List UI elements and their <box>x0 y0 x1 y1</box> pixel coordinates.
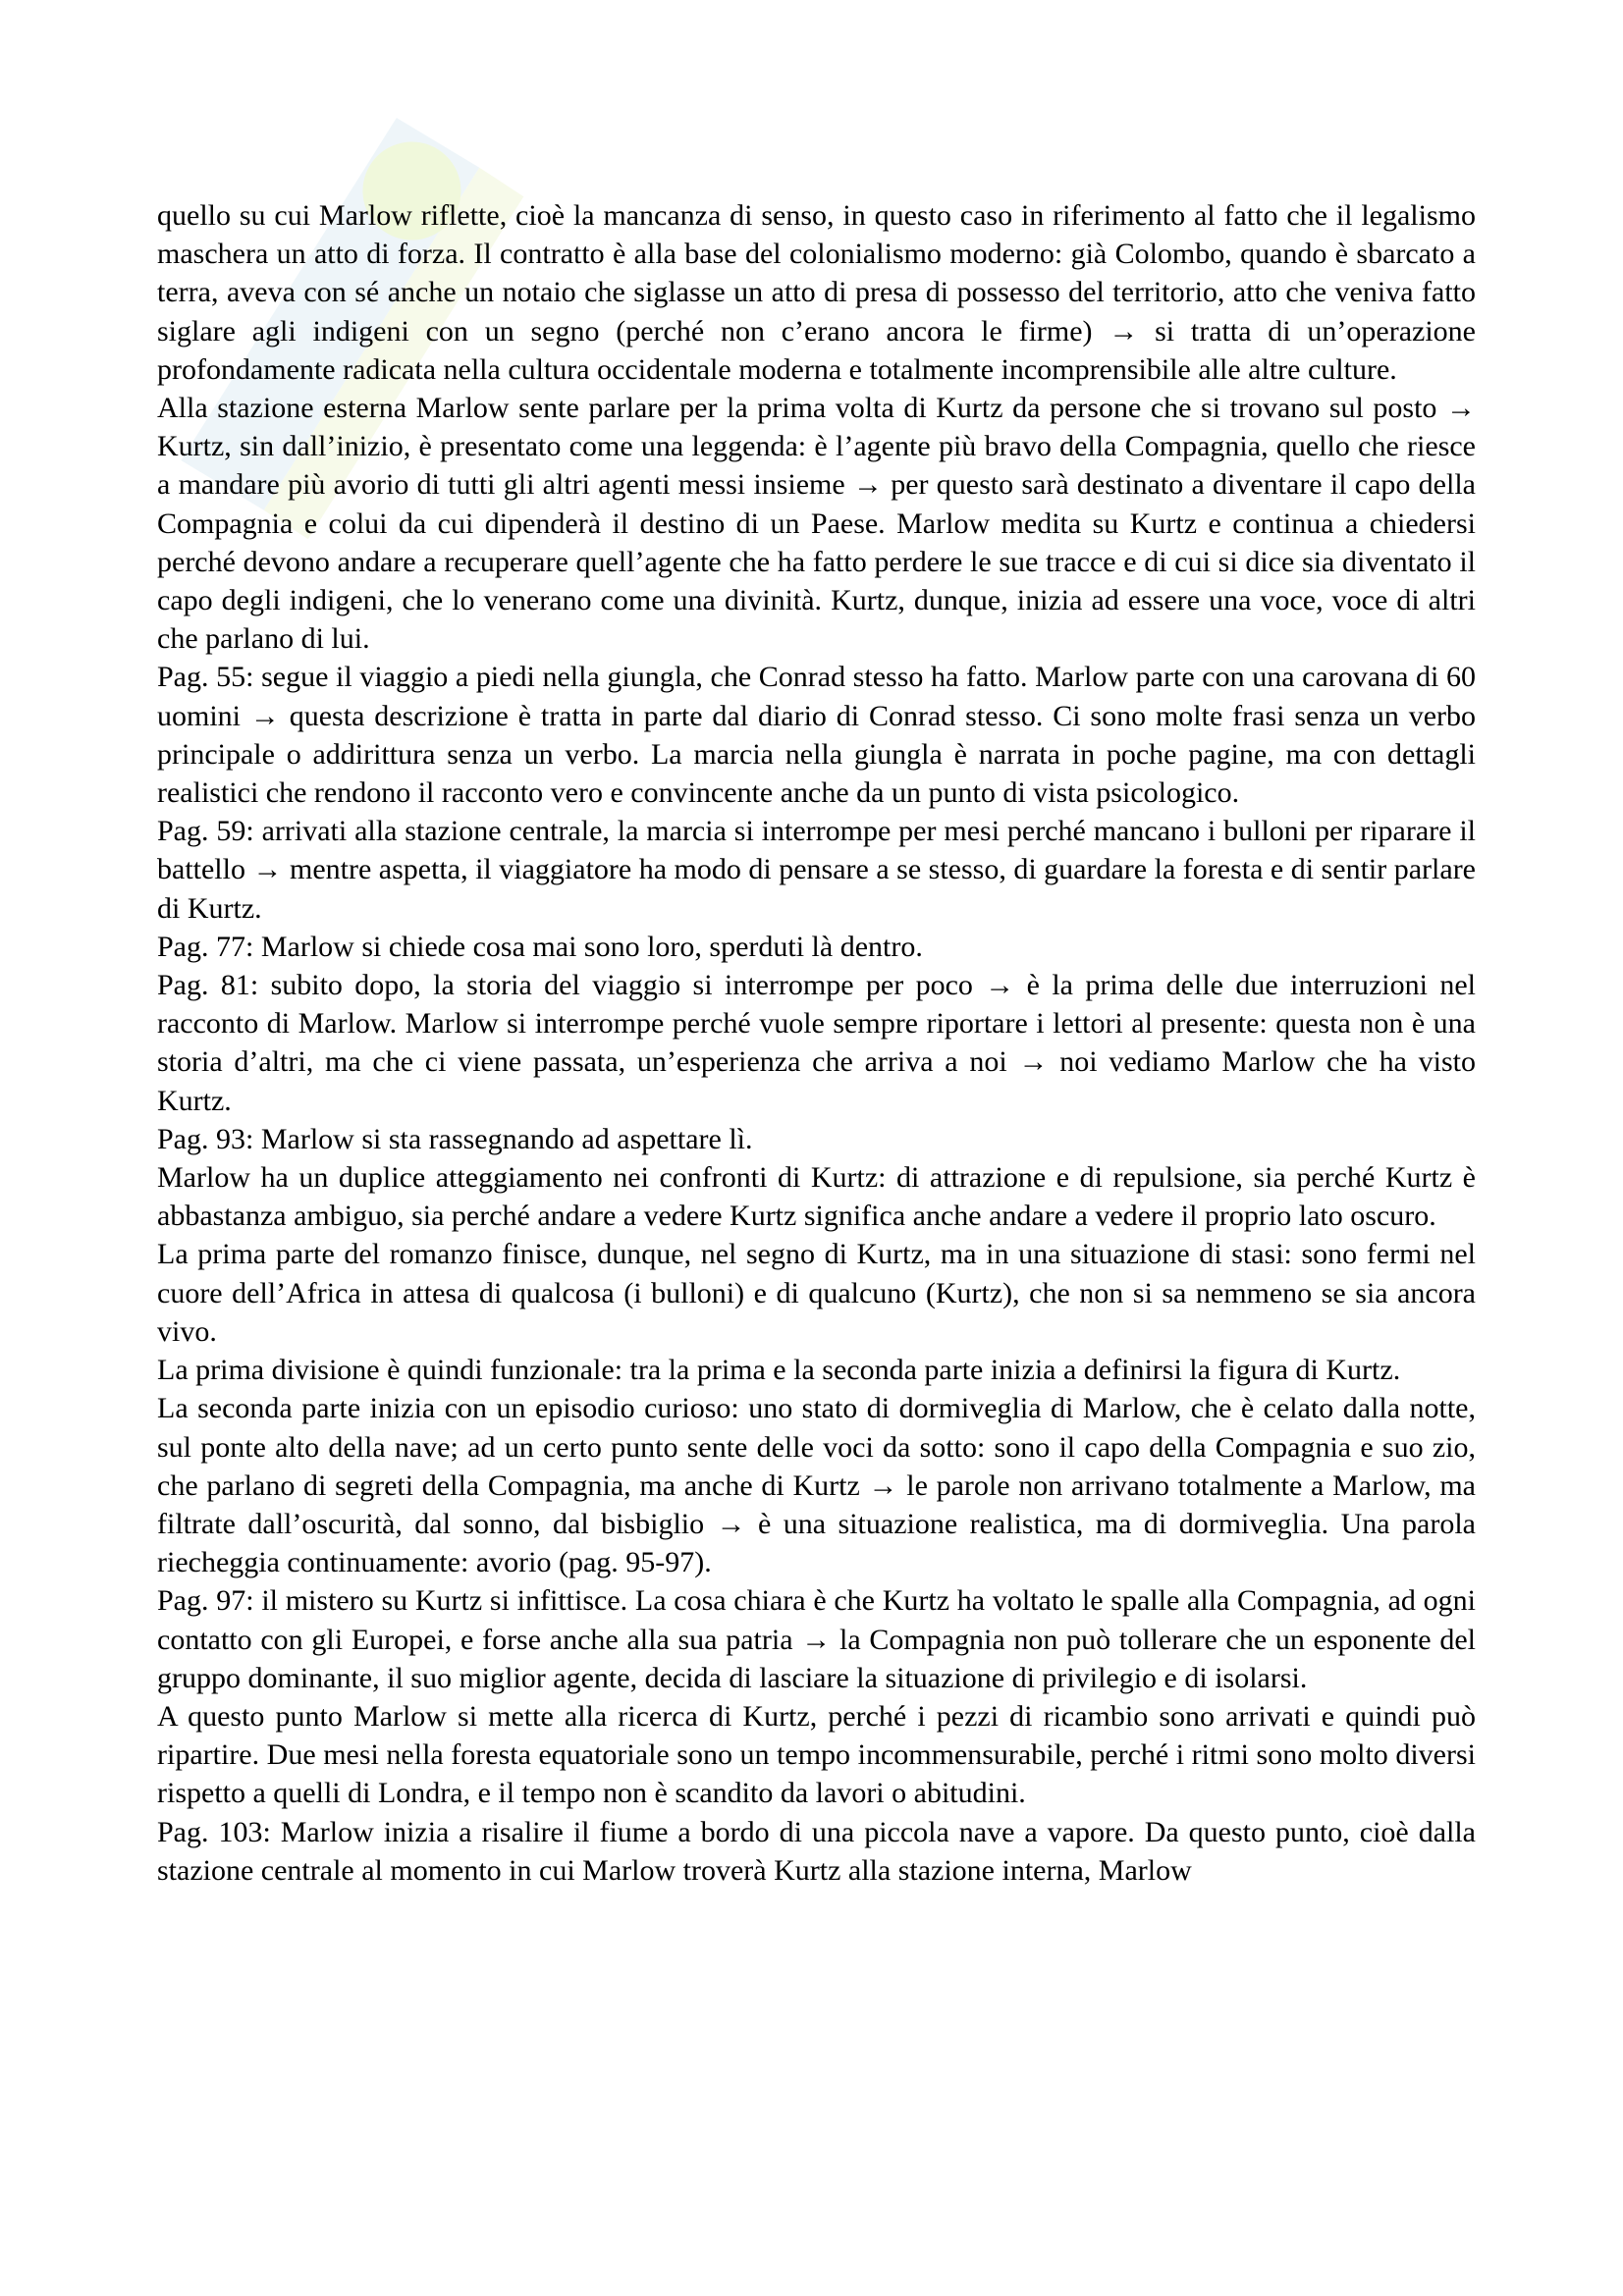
paragraph: Pag. 103: Marlow inizia a risalire il fiume a bordo di una piccola nave a vapore. Da questo punto, cioè dalla stazione centrale al momento in cui Marlow troverà Kurtz alla stazione interna, Marlow <box>157 1815 1476 1887</box>
paragraph: Marlow ha un duplice atteggiamento nei confronti di Kurtz: di attrazione e di repulsione, sia perché Kurtz è abbastanza ambiguo, sia perché andare a vedere Kurtz significa anche andare a vedere il proprio lato oscuro. <box>157 1161 1476 1233</box>
paragraph: Pag. 77: Marlow si chiede cosa mai sono loro, sperduti là dentro. <box>157 930 923 963</box>
paragraph: Pag. 59: arrivati alla stazione centrale, la marcia si interrompe per mesi perché mancano i bulloni per riparare il battello → mentre aspetta, il viaggiatore ha modo di pensare a se stesso, di guardare la foresta e di sentir parlare di Kurtz. <box>157 815 1476 925</box>
document-body <box>157 196 1476 1890</box>
paragraph: Alla stazione esterna Marlow sente parlare per la prima volta di Kurtz da persone che si trovano sul posto → Kurtz, sin dall’inizio, è presentato come una leggenda: è l’agente più bravo della Compagnia, quello che riesce a mandare più avorio di tutti gli altri agenti messi insieme → per questo sarà destinato a diventare il capo della Compagnia e colui da cui dipenderà il destino di un Paese. Marlow medita su Kurtz e continua a chiedersi perché devono andare a recuperare quell’agente che ha fatto perdere le sue tracce e di cui si dice sia diventato il capo degli indigeni, che lo venerano come una divinità. Kurtz, dunque, inizia ad essere una voce, voce di altri che parlano di lui. <box>157 392 1476 656</box>
paragraph: quello su cui Marlow riflette, cioè la mancanza di senso, in questo caso in riferimento al fatto che il legalismo maschera un atto di forza. Il contratto è alla base del colonialismo moderno: già Colombo, quando è sbarcato a terra, aveva con sé anche un notaio che siglasse un atto di presa di possesso del territorio, atto che veniva fatto siglare agli indigeni con un segno (perché non c’erano ancora le firme) → si tratta di un’operazione profondamente radicata nella cultura occidentale moderna e totalmente incomprensibile alle altre culture. <box>157 199 1476 386</box>
paragraph: La prima divisione è quindi funzionale: tra la prima e la seconda parte inizia a definirsi la figura di Kurtz. <box>157 1354 1401 1387</box>
paragraph: Pag. 93: Marlow si sta rassegnando ad aspettare lì. <box>157 1122 753 1155</box>
paragraph: La seconda parte inizia con un episodio curioso: uno stato di dormiveglia di Marlow, che è celato dalla notte, sul ponte alto della nave; ad un certo punto sente delle voci da sotto: sono il capo della Compagnia e suo zio, che parlano di segreti della Compagnia, ma anche di Kurtz → le parole non arrivano totalmente a Marlow, ma filtrate dall’oscurità, dal sonno, dal bisbiglio → è una situazione realistica, ma di dormiveglia. Una parola riecheggia continuamente: avorio (pag. 95-97). <box>157 1392 1476 1579</box>
paragraph: A questo punto Marlow si mette alla ricerca di Kurtz, perché i pezzi di ricambio sono arrivati e quindi può ripartire. Due mesi nella foresta equatoriale sono un tempo incommensurabile, perché i ritmi sono molto diversi rispetto a quelli di Londra, e il tempo non è scandito da lavori o abitudini. <box>157 1699 1476 1810</box>
paragraph: Pag. 97: il mistero su Kurtz si infittisce. La cosa chiara è che Kurtz ha voltato le spalle alla Compagnia, ad ogni contatto con gli Europei, e forse anche alla sua patria → la Compagnia non può tollerare che un esponente del gruppo dominante, il suo miglior agente, decida di lasciare la situazione di privilegio e di isolarsi. <box>157 1584 1476 1694</box>
paragraph: Pag. 81: subito dopo, la storia del viaggio si interrompe per poco → è la prima delle due interruzioni nel racconto di Marlow. Marlow si interrompe perché vuole sempre riportare i lettori al presente: questa non è una storia d’altri, ma che ci viene passata, un’esperienza che arriva a noi → noi vediamo Marlow che ha visto Kurtz. <box>157 969 1476 1117</box>
paragraph: La prima parte del romanzo finisce, dunque, nel segno di Kurtz, ma in una situazione di stasi: sono fermi nel cuore dell’Africa in attesa di qualcosa (i bulloni) e di qualcuno (Kurtz), che non si sa nemmeno se sia ancora vivo. <box>157 1238 1476 1348</box>
paragraph: Pag. 55: segue il viaggio a piedi nella giungla, che Conrad stesso ha fatto. Marlow parte con una carovana di 60 uomini → questa descrizione è tratta in parte dal diario di Conrad stesso. Ci sono molte frasi senza un verbo principale o addirittura senza un verbo. La marcia nella giungla è narrata in poche pagine, ma con dettagli realistici che rendono il racconto vero e convincente anche da un punto di vista psicologico. <box>157 661 1476 810</box>
